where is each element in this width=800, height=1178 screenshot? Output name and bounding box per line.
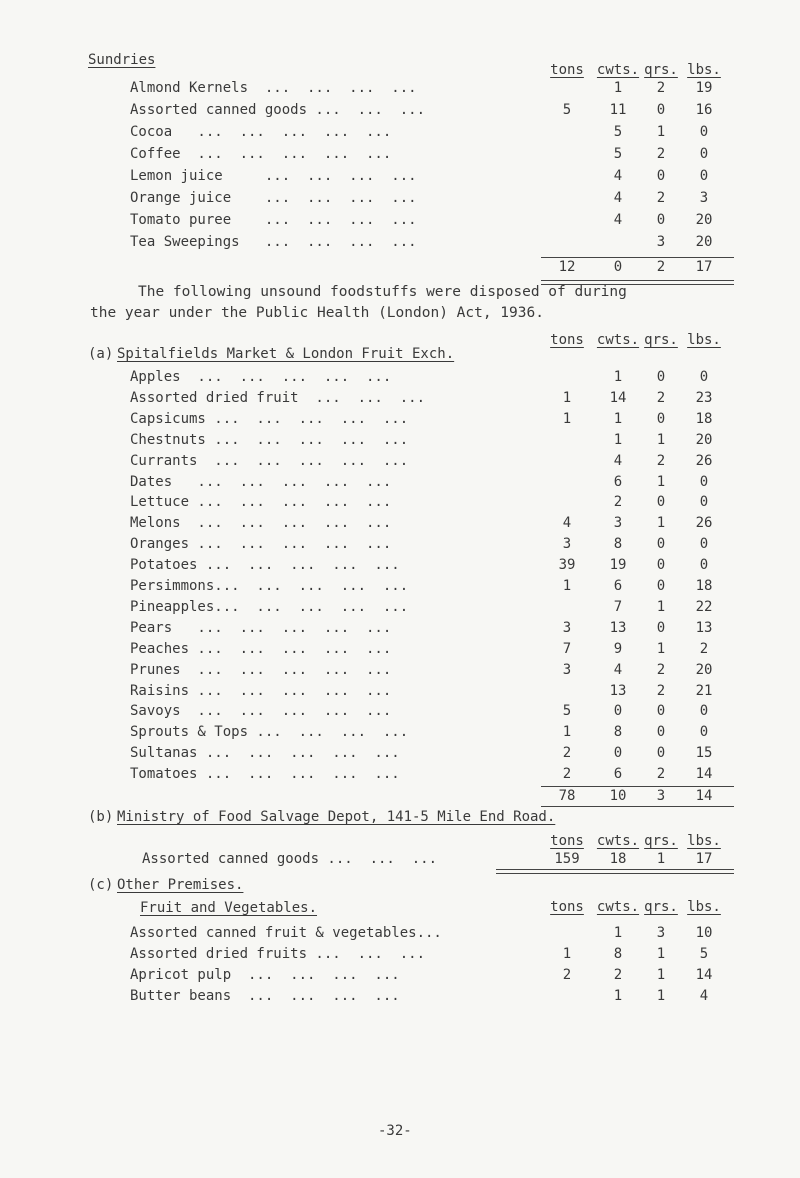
table-row: [0, 597, 800, 617]
table-row: [0, 472, 800, 492]
item-name: Butter beans ... ... ... ...: [130, 988, 400, 1004]
item-name: Apricot pulp ... ... ... ...: [130, 967, 400, 983]
table-row: [0, 188, 800, 208]
item-cwts: 1: [613, 988, 623, 1004]
item-qrs: 0: [656, 703, 666, 720]
sundries-heading: Sundries: [88, 52, 156, 68]
table-row: [0, 576, 800, 596]
item-cwts: 5: [613, 146, 623, 162]
item-cwts: 18: [609, 851, 627, 867]
table-row: [0, 166, 800, 186]
item-lbs: 2: [699, 640, 709, 657]
table-row: [0, 232, 800, 252]
header-cwts: cwts.: [596, 833, 640, 849]
item-qrs: 0: [656, 410, 666, 427]
item-cwts: 1: [613, 431, 623, 448]
item-qrs: 2: [656, 682, 666, 699]
item-lbs: 22: [695, 598, 713, 615]
item-cwts: 1: [613, 369, 623, 385]
total-cwts: 0: [613, 259, 623, 275]
table-row: [0, 660, 800, 680]
table-row: [0, 681, 800, 701]
item-lbs: 26: [695, 452, 713, 469]
item-name: Assorted canned fruit & vegetables...: [130, 925, 442, 941]
item-name: Raisins ... ... ... ... ...: [130, 682, 392, 699]
item-qrs: 0: [656, 494, 666, 511]
table-row: [0, 555, 800, 575]
section-a-total-row: [0, 786, 800, 806]
intro-line-2: the year under the Public Health (London) Act, 1936.: [90, 305, 544, 321]
sundries-total-row: [0, 257, 800, 277]
header-tons: tons: [550, 62, 584, 78]
section-b-column-headers: [0, 831, 800, 851]
item-cwts: 3: [613, 515, 623, 532]
header-qrs: qrs.: [644, 833, 678, 849]
item-cwts: 6: [613, 578, 623, 594]
header-qrs: qrs.: [644, 332, 678, 348]
item-name: Sultanas ... ... ... ... ...: [130, 745, 400, 762]
section-b-rule-2: [496, 873, 734, 874]
section-b-label: (b): [88, 809, 114, 825]
item-name: Cocoa ... ... ... ... ...: [130, 124, 392, 140]
item-lbs: 10: [695, 925, 713, 941]
section-c-heading: Other Premises.: [117, 877, 244, 893]
item-qrs: 1: [656, 124, 666, 140]
item-cwts: 4: [613, 661, 623, 678]
item-qrs: 1: [656, 967, 666, 983]
item-name: Persimmons... ... ... ... ...: [130, 578, 409, 594]
item-cwts: 4: [613, 168, 623, 184]
item-tons: 1: [562, 389, 572, 406]
table-row: [0, 388, 800, 408]
item-qrs: 1: [656, 515, 666, 532]
item-lbs: 17: [695, 851, 713, 867]
item-tons: 2: [562, 967, 572, 983]
header-lbs: lbs.: [687, 62, 721, 78]
table-row: [0, 430, 800, 450]
item-name: Potatoes ... ... ... ... ...: [130, 557, 400, 574]
item-lbs: 14: [695, 967, 713, 983]
item-qrs: 3: [656, 234, 666, 250]
item-name: Pineapples... ... ... ... ...: [130, 598, 409, 615]
item-tons: 1: [562, 946, 572, 962]
item-qrs: 0: [656, 578, 666, 594]
item-qrs: 0: [656, 619, 666, 636]
item-name: Peaches ... ... ... ... ...: [130, 640, 392, 657]
table-row: [0, 722, 800, 742]
item-qrs: 2: [656, 146, 666, 162]
item-lbs: 0: [699, 473, 709, 490]
item-tons: 3: [562, 661, 572, 678]
item-lbs: 0: [699, 557, 709, 574]
item-lbs: 20: [695, 234, 713, 250]
item-tons: 3: [562, 536, 572, 553]
item-name: Apples ... ... ... ... ...: [130, 369, 392, 385]
header-qrs: qrs.: [644, 62, 678, 78]
header-lbs: lbs.: [687, 899, 721, 915]
item-cwts: 13: [609, 619, 627, 636]
item-lbs: 20: [695, 661, 713, 678]
item-cwts: 9: [613, 640, 623, 657]
item-tons: 5: [562, 102, 572, 118]
table-row: [0, 639, 800, 659]
item-qrs: 2: [656, 766, 666, 783]
section-b-heading: Ministry of Food Salvage Depot, 141-5 Mile End Road.: [117, 809, 556, 825]
item-name: Capsicums ... ... ... ... ...: [130, 410, 409, 427]
total-cwts: 10: [609, 788, 627, 804]
item-name: Assorted canned goods ... ... ...: [130, 102, 426, 118]
item-lbs: 21: [695, 682, 713, 699]
item-name: Almond Kernels ... ... ... ...: [130, 80, 417, 96]
item-tons: 1: [562, 724, 572, 741]
item-tons: 3: [562, 619, 572, 636]
total-lbs: 17: [695, 259, 713, 275]
sundries-total-rule-1: [541, 280, 734, 281]
section-b-row: [0, 849, 800, 869]
item-name: Lemon juice ... ... ... ...: [130, 168, 417, 184]
item-name: Orange juice ... ... ... ...: [130, 190, 417, 206]
item-tons: 2: [562, 745, 572, 762]
item-lbs: 5: [699, 946, 709, 962]
header-cwts: cwts.: [596, 899, 640, 915]
item-name: Sprouts & Tops ... ... ... ...: [130, 724, 409, 741]
item-name: Assorted dried fruit ... ... ...: [130, 389, 426, 406]
item-qrs: 0: [656, 102, 666, 118]
item-qrs: 1: [656, 473, 666, 490]
item-name: Tea Sweepings ... ... ... ...: [130, 234, 417, 250]
item-lbs: 0: [699, 724, 709, 741]
item-name: Tomatoes ... ... ... ... ...: [130, 766, 400, 783]
header-cwts: cwts.: [596, 62, 640, 78]
intro-line-1: The following unsound foodstuffs were disposed of during: [138, 284, 627, 300]
item-cwts: 1: [613, 410, 623, 427]
item-qrs: 0: [656, 168, 666, 184]
item-cwts: 6: [613, 473, 623, 490]
page-number: -32-: [378, 1123, 412, 1139]
item-qrs: 2: [656, 452, 666, 469]
table-row: [0, 492, 800, 512]
header-cwts: cwts.: [596, 332, 640, 348]
item-name: Currants ... ... ... ... ...: [130, 452, 409, 469]
sundries-column-headers: [0, 60, 800, 80]
table-row: [0, 618, 800, 638]
item-qrs: 2: [656, 190, 666, 206]
item-lbs: 3: [699, 190, 709, 206]
header-qrs: qrs.: [644, 899, 678, 915]
item-name: Prunes ... ... ... ... ...: [130, 661, 392, 678]
total-tons: 78: [558, 788, 576, 804]
section-a-total-rule: [541, 806, 734, 807]
header-tons: tons: [550, 899, 584, 915]
item-tons: 2: [562, 766, 572, 783]
item-name: Savoys ... ... ... ... ...: [130, 703, 392, 720]
item-qrs: 0: [656, 557, 666, 574]
table-row: [0, 409, 800, 429]
section-a-heading: Spitalfields Market & London Fruit Exch.: [117, 346, 455, 362]
section-c-subheading: Fruit and Vegetables.: [140, 900, 318, 916]
item-cwts: 13: [609, 682, 627, 699]
table-row: [0, 513, 800, 533]
item-cwts: 2: [613, 967, 623, 983]
item-lbs: 18: [695, 410, 713, 427]
item-name: Tomato puree ... ... ... ...: [130, 212, 417, 228]
item-lbs: 0: [699, 124, 709, 140]
item-cwts: 1: [613, 80, 623, 96]
item-name: Coffee ... ... ... ... ...: [130, 146, 392, 162]
item-name: Dates ... ... ... ... ...: [130, 473, 392, 490]
table-row: [0, 210, 800, 230]
item-cwts: 5: [613, 124, 623, 140]
item-lbs: 15: [695, 745, 713, 762]
item-qrs: 0: [656, 369, 666, 385]
header-lbs: lbs.: [687, 833, 721, 849]
item-lbs: 20: [695, 431, 713, 448]
item-tons: 159: [554, 851, 580, 867]
item-lbs: 0: [699, 536, 709, 553]
item-name: Lettuce ... ... ... ... ...: [130, 494, 392, 511]
item-cwts: 0: [613, 745, 623, 762]
item-cwts: 2: [613, 494, 623, 511]
item-qrs: 3: [656, 925, 666, 941]
item-cwts: 0: [613, 703, 623, 720]
item-qrs: 0: [656, 724, 666, 741]
item-qrs: 2: [656, 80, 666, 96]
header-tons: tons: [550, 332, 584, 348]
item-name: Melons ... ... ... ... ...: [130, 515, 392, 532]
table-row: [0, 923, 800, 943]
item-tons: 7: [562, 640, 572, 657]
item-name: Assorted dried fruits ... ... ...: [130, 946, 426, 962]
table-row: [0, 701, 800, 721]
item-tons: 4: [562, 515, 572, 532]
total-qrs: 3: [656, 788, 666, 804]
item-name: Chestnuts ... ... ... ... ...: [130, 431, 409, 448]
item-cwts: 4: [613, 190, 623, 206]
item-lbs: 0: [699, 494, 709, 511]
table-row: [0, 144, 800, 164]
item-lbs: 26: [695, 515, 713, 532]
item-name: Pears ... ... ... ... ...: [130, 619, 392, 636]
table-row: [0, 451, 800, 471]
table-row: [0, 764, 800, 784]
item-cwts: 11: [609, 102, 627, 118]
item-tons: 1: [562, 410, 572, 427]
item-tons: 39: [558, 557, 576, 574]
header-lbs: lbs.: [687, 332, 721, 348]
item-qrs: 1: [656, 851, 666, 867]
item-cwts: 8: [613, 946, 623, 962]
item-lbs: 0: [699, 369, 709, 385]
section-c-column-headers: [0, 897, 800, 917]
item-lbs: 0: [699, 703, 709, 720]
item-tons: 5: [562, 703, 572, 720]
table-row: [0, 100, 800, 120]
table-row: [0, 944, 800, 964]
header-tons: tons: [550, 833, 584, 849]
section-c-label: (c): [88, 877, 114, 893]
total-qrs: 2: [656, 259, 666, 275]
item-lbs: 4: [699, 988, 709, 1004]
total-tons: 12: [558, 259, 576, 275]
table-row: [0, 534, 800, 554]
item-qrs: 1: [656, 431, 666, 448]
item-cwts: 4: [613, 452, 623, 469]
item-cwts: 1: [613, 925, 623, 941]
item-qrs: 2: [656, 661, 666, 678]
item-lbs: 20: [695, 212, 713, 228]
table-row: [0, 986, 800, 1006]
item-qrs: 1: [656, 640, 666, 657]
item-qrs: 1: [656, 946, 666, 962]
item-lbs: 19: [695, 80, 713, 96]
item-lbs: 0: [699, 146, 709, 162]
total-lbs: 14: [695, 788, 713, 804]
item-cwts: 6: [613, 766, 623, 783]
item-qrs: 0: [656, 536, 666, 553]
item-qrs: 1: [656, 598, 666, 615]
item-cwts: 14: [609, 389, 627, 406]
item-cwts: 8: [613, 536, 623, 553]
item-tons: 1: [562, 578, 572, 594]
item-cwts: 19: [609, 557, 627, 574]
item-lbs: 0: [699, 168, 709, 184]
item-qrs: 0: [656, 745, 666, 762]
item-lbs: 13: [695, 619, 713, 636]
table-row: [0, 965, 800, 985]
table-row: [0, 743, 800, 763]
item-lbs: 14: [695, 766, 713, 783]
item-cwts: 8: [613, 724, 623, 741]
section-a-label: (a): [88, 346, 114, 362]
item-qrs: 2: [656, 389, 666, 406]
item-name: Assorted canned goods ... ... ...: [142, 851, 438, 867]
table-row: [0, 78, 800, 98]
section-b-rule-1: [496, 869, 734, 870]
item-lbs: 23: [695, 389, 713, 406]
item-lbs: 16: [695, 102, 713, 118]
item-lbs: 18: [695, 578, 713, 594]
item-qrs: 1: [656, 988, 666, 1004]
table-row: [0, 367, 800, 387]
item-name: Oranges ... ... ... ... ...: [130, 536, 392, 553]
item-qrs: 0: [656, 212, 666, 228]
item-cwts: 4: [613, 212, 623, 228]
item-cwts: 7: [613, 598, 623, 615]
table-row: [0, 122, 800, 142]
